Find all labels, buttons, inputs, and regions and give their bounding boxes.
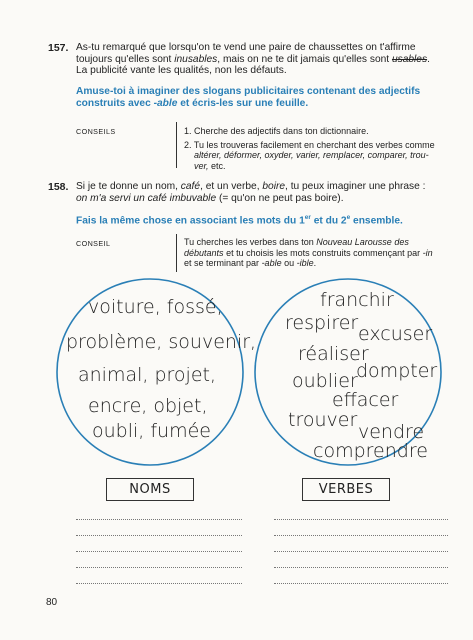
ex157-line-c: La publicité vante les qualités, non les défauts. (76, 65, 287, 76)
exercise-158-text: Si je te donne un nom, café, et un verbe, boire, tu peux imaginer une phrase : on m'a servi un café imbuvable (= qu'on ne peut pas boire). (76, 181, 426, 204)
ex157-line-a: As-tu remarqué que lorsqu'on te vend une paire de chaussettes on t'affirme (76, 42, 416, 53)
ex157-line-b: toujours qu'elles sont inusables, mais on ne te dit jamais qu'elles sont usables. (76, 53, 430, 65)
answer-line-right-1[interactable] (274, 519, 448, 520)
verb-oublier: oublier (292, 370, 358, 392)
conseils-label: CONSEILS (76, 127, 116, 136)
verb-dompter: dompter (356, 360, 438, 382)
verb-excuser: excuser (358, 323, 433, 345)
answer-line-right-3[interactable] (274, 551, 448, 552)
answer-line-left-1[interactable] (76, 519, 242, 520)
exercise-158-tip: Tu cherches les verbes dans ton Nouveau Larousse des débutants et tu choisis les mots construits commençant par -in et se terminant par -able ou -ible. (184, 237, 433, 269)
exercise-158-instruction: Fais la même chose en associant les mots du 1er et du 2e ensemble. (76, 214, 403, 227)
verb-vendre: vendre (358, 421, 425, 443)
page-number: 80 (46, 597, 58, 608)
noun-line-4: encre, objet, (88, 395, 208, 417)
answer-line-right-4[interactable] (274, 567, 448, 568)
exercise-157-number: 157. (48, 42, 69, 54)
noun-line-3: animal, projet, (78, 364, 217, 386)
exercise-158-number: 158. (48, 181, 69, 193)
answer-line-left-2[interactable] (76, 535, 242, 536)
answer-line-left-4[interactable] (76, 567, 242, 568)
verb-respirer: respirer (285, 312, 359, 334)
conseil-label: CONSEIL (76, 239, 111, 248)
noun-line-2: problème, souvenir, (66, 331, 257, 353)
verb-realiser: réaliser (298, 343, 369, 365)
struck-word: usables (391, 53, 428, 65)
verb-comprendre: comprendre (313, 440, 428, 462)
answer-line-left-5[interactable] (76, 583, 242, 584)
answer-line-left-3[interactable] (76, 551, 242, 552)
answer-line-right-5[interactable] (274, 583, 448, 584)
noms-label-box: NOMS (106, 478, 194, 501)
exercise-157-tips: 1. Cherche des adjectifs dans ton dictionnaire. 2. Tu les trouveras facilement en cherchant des verbes comme altérer, déformer, oxyder, varier, remplacer, comparer, trou- ver, etc. (184, 126, 435, 171)
noun-line-1: voiture, fossé, (88, 296, 223, 318)
verbes-label-box: VERBES (302, 478, 390, 501)
verb-trouver: trouver (288, 409, 358, 431)
noun-line-5: oubli, fumée (92, 420, 211, 442)
exercise-157-instruction: Amuse-toi à imaginer des slogans publicitaires contenant des adjectifs construits avec -able et écris-les sur une feuille. (76, 86, 421, 109)
verb-effacer: effacer (332, 389, 399, 411)
verb-franchir: franchir (320, 289, 394, 311)
answer-line-right-2[interactable] (274, 535, 448, 536)
